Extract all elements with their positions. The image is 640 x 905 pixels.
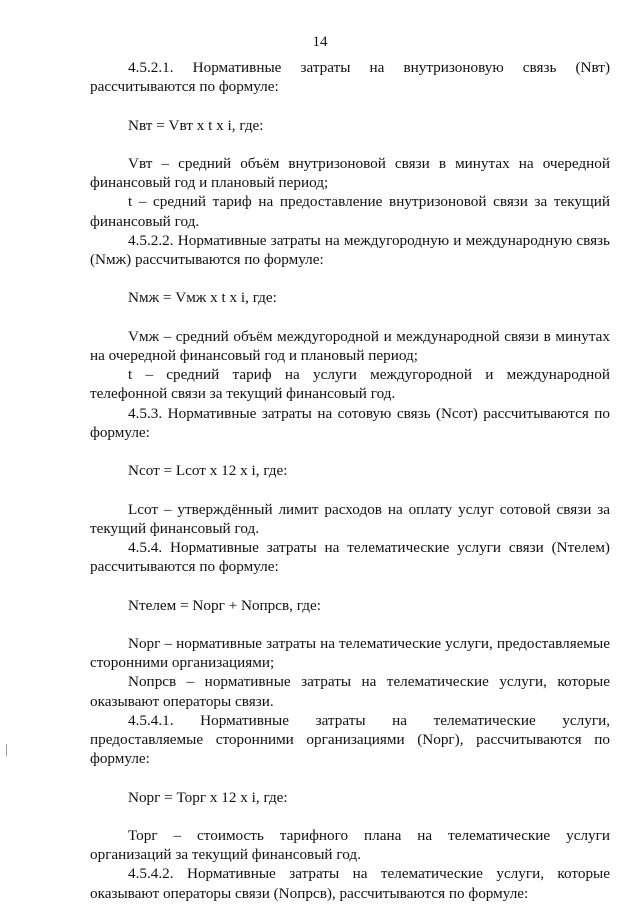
spacer [90,96,610,115]
paragraph: Vмж – средний объём междугородной и международной связи в минутах на очередной финансовый год и плановый период; [90,327,610,364]
paragraph: 4.5.2.1. Нормативные затраты на внутризоновую связь (Nвт) рассчитываются по формуле: [90,59,610,96]
paragraph: t – средний тариф на услуги междугородной и международной телефонной связи за текущий финансовый год. [90,366,610,403]
document-body [90,58,610,903]
page-number: 14 [312,34,328,50]
spacer [90,576,610,595]
paragraph: Vвт – средний объём внутризоновой связи в минутах на очередной финансовый год и плановый период; [90,154,610,192]
spacer [90,807,610,826]
paragraph: Nорг – нормативные затраты на телематические услуги, предоставляемые сторонними организациями; [90,634,610,672]
paragraph: Торг – стоимость тарифного плана на телематические услуги организаций за текущий финансовый год. [90,826,610,864]
formula: Nсот = Lсот x 12 x i, где: [128,462,288,480]
paragraph: Nопрсв – нормативные затраты на телематические услуги, которые оказывают операторы связи. [90,673,610,710]
paragraph: 4.5.3. Нормативные затраты на сотовую связь (Nсот) рассчитываются по формуле: [90,404,610,441]
spacer [90,615,610,634]
paragraph: 4.5.4. Нормативные затраты на телематические услуги связи (Nтелем) рассчитываются по формуле: [90,538,610,576]
spacer [90,768,610,787]
paragraph: t – средний тариф на предоставление внутризоновой связи за текущий финансовый год. [90,193,610,230]
paragraph: 4.5.2.2. Нормативные затраты на междугородную и международную связь (Nмж) рассчитываются по формуле: [90,231,610,268]
spacer [90,480,610,499]
paragraph: 4.5.4.1. Нормативные затраты на телематические услуги, предоставляемые сторонними организациями (Nорг), рассчитываются по формуле: [90,711,610,768]
paragraph: 4.5.4.2. Нормативные затраты на телематические услуги, которые оказывают операторы связи (Nопрсв), рассчитываются по формуле: [90,865,610,902]
formula: Nорг = Торг x 12 x i, где: [128,788,288,806]
spacer [90,442,610,461]
formula: Nтелем = Nорг + Nопрсв, где: [128,596,321,614]
spacer [90,308,610,327]
scan-mark [6,744,7,756]
paragraph: Lсот – утверждённый лимит расходов на оплату услуг сотовой связи за текущий финансовый год. [90,500,610,537]
spacer [90,135,610,154]
formula: Nвт = Vвт x t x i, где: [128,116,264,134]
spacer [90,269,610,288]
formula: Nмж = Vмж x t x i, где: [128,289,277,307]
